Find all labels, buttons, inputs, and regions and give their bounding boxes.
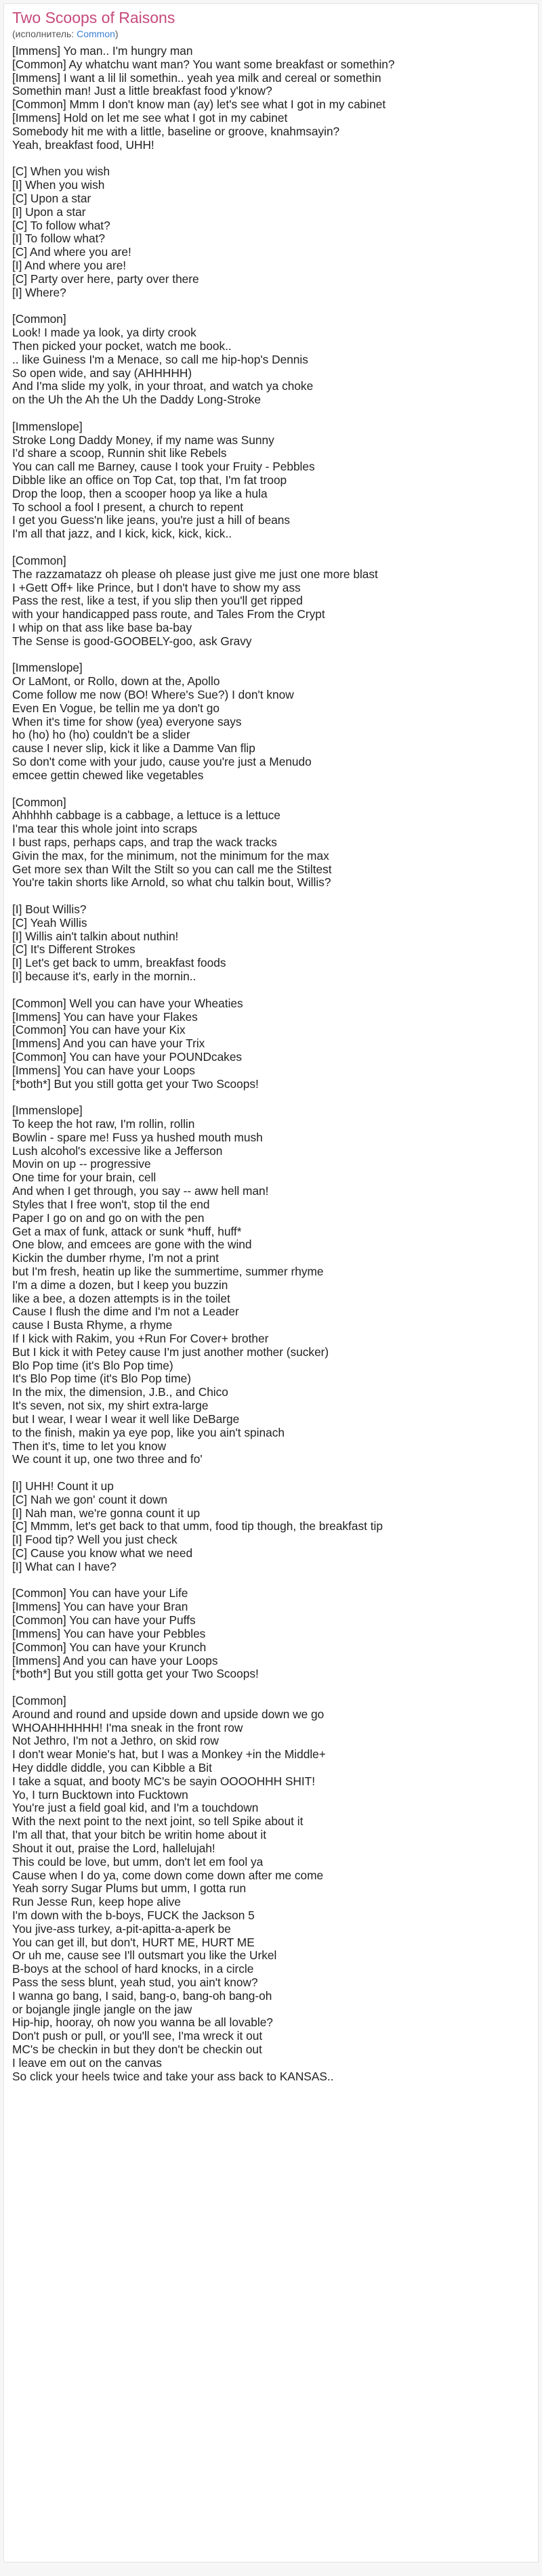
lyric-line: Dibble like an office on Top Cat, top that, I'm fat troop: [12, 474, 287, 487]
lyric-line: Movin on up -- progressive: [12, 1158, 151, 1171]
lyric-line: like a bee, a dozen attempts is in the toilet: [12, 1292, 230, 1305]
lyric-line: [Common]: [12, 795, 66, 809]
lyric-line: [Immenslope]: [12, 420, 83, 433]
stanza-break: [12, 1574, 531, 1588]
lyric-line: [I] To follow what?: [12, 232, 106, 246]
lyric-line: Lush alcohol's excessive like a Jefferson: [12, 1144, 223, 1158]
stanza-break: [12, 541, 531, 554]
lyric-line: You can get ill, but don't, HURT ME, HURT ME: [12, 1936, 255, 1949]
lyric-line: [*both*] But you still gotta get your Two Scoops!: [12, 1077, 259, 1091]
lyric-line: I wanna go bang, I said, bang-o, bang-oh bang-oh: [12, 1989, 272, 2003]
stanza-break: [12, 299, 531, 313]
lyric-line: Get more sex than Wilt the Stilt so you can call me the Stiltest: [12, 863, 332, 876]
lyric-line: I'm all that jazz, and I kick, kick, kick, kick..: [12, 527, 232, 541]
artist-suffix: ): [114, 28, 119, 39]
lyric-line: I whip on that ass like base ba-bay: [12, 621, 192, 634]
lyric-line: B-boys at the school of hard knocks, in a circle: [12, 1963, 254, 1976]
stanza-break: [12, 1091, 531, 1104]
lyric-line: I'm down with the b-boys, FUCK the Jackson 5: [12, 1908, 255, 1922]
lyric-line: ho (ho) ho (ho) couldn't be a slider: [12, 728, 190, 742]
lyric-line: [Common]: [12, 1694, 66, 1707]
lyric-line: [Common] You can have your Krunch: [12, 1640, 207, 1654]
lyric-line: [I] because it's, early in the mornin..: [12, 970, 196, 984]
lyric-line: .. like Guiness I'm a Menace, so call me hip-hop's Dennis: [12, 353, 308, 366]
lyric-line: In the mix, the dimension, J.B., and Chico: [12, 1386, 228, 1399]
lyric-line: Then it's, time to let you know: [12, 1439, 167, 1453]
lyric-line: [Immens] Hold on let me see what I got in my cabinet: [12, 112, 288, 125]
lyric-line: [Immens] I want a lil lil somethin.. yeah yea milk and cereal or somethin: [12, 71, 381, 85]
lyric-line: [C] Mmmm, let's get back to that umm, food tip though, the breakfast tip: [12, 1520, 383, 1533]
lyric-line: Hey diddle diddle, you can Kibble a Bit: [12, 1762, 212, 1774]
lyric-line: Yeah sorry Sugar Plums but umm, I gotta run: [12, 1882, 247, 1896]
stanza-break: [12, 649, 531, 662]
lyric-line: [C] Cause you know what we need: [12, 1547, 193, 1560]
lyric-line: Then picked your pocket, watch me book..: [12, 339, 232, 353]
lyric-line: This could be love, but umm, don't let em fool ya: [12, 1855, 264, 1869]
artist-prefix: (исполнитель:: [12, 28, 77, 39]
lyric-line: Styles that I free won't, stop til the end: [12, 1198, 210, 1211]
lyric-line: Drop the loop, then a scooper hoop ya like a hula: [12, 487, 268, 500]
lyric-line: It's seven, not six, my shirt extra-large: [12, 1399, 209, 1413]
lyric-line: or bojangle jingle jangle on the jaw: [12, 2003, 192, 2016]
lyric-line: Yeah, breakfast food, UHH!: [12, 138, 154, 152]
lyric-line: [Immens] You can have your Loops: [12, 1064, 195, 1077]
lyric-line: [Immenslope]: [12, 661, 83, 675]
lyric-line: I don't wear Monie's hat, but I was a Monkey +in the Middle+: [12, 1748, 326, 1762]
lyric-line: to the finish, makin ya eye pop, like you ain't spinach: [12, 1426, 285, 1439]
lyric-line: [C] Yeah Willis: [12, 916, 87, 930]
lyric-line: [Immens] And you can have your Loops: [12, 1654, 218, 1667]
lyric-line: The Sense is good-GOOBELY-goo, ask Gravy: [12, 634, 252, 648]
lyric-line: One blow, and emcees are gone with the wind: [12, 1238, 252, 1252]
lyric-line: emcee gettin chewed like vegetables: [12, 768, 204, 782]
lyric-line: WHOAHHHHHH! I'ma sneak in the front row: [12, 1721, 243, 1734]
stanza-break: [12, 890, 531, 903]
lyric-line: [*both*] But you still gotta get your Two Scoops!: [12, 1667, 259, 1681]
artist-line: [12, 28, 531, 39]
lyric-line: With the next point to the next joint, so tell Spike about it: [12, 1815, 304, 1829]
lyric-line: Bowlin - spare me! Fuss ya hushed mouth mush: [12, 1131, 263, 1144]
lyric-line: I'd share a scoop, Runnin shit like Rebels: [12, 447, 227, 460]
stanza-break: [12, 1681, 531, 1695]
lyric-line: Blo Pop time (it's Blo Pop time): [12, 1359, 173, 1372]
lyric-line: [I] Upon a star: [12, 205, 86, 219]
lyric-line: [I] What can I have?: [12, 1560, 117, 1573]
lyric-line: Around and round and upside down and upside down we go: [12, 1707, 325, 1721]
lyric-line: [Common] You can have your Life: [12, 1587, 188, 1600]
lyric-line: We count it up, one two three and fo': [12, 1453, 203, 1466]
lyric-line: To school a fool I present, a church to repent: [12, 500, 244, 514]
lyric-line: I get you Guess'n like jeans, you're just a hill of beans: [12, 514, 291, 527]
lyric-line: [I] UHH! Count it up: [12, 1479, 114, 1493]
lyric-line: [C] It's Different Strokes: [12, 943, 136, 957]
lyric-line: So click your heels twice and take your ass back to KANSAS..: [12, 2070, 334, 2083]
lyric-line: But I kick it with Petey cause I'm just another mother (sucker): [12, 1345, 329, 1359]
lyric-line: You can call me Barney, cause I took your Fruity - Pebbles: [12, 460, 315, 474]
lyrics-body: [12, 45, 531, 2084]
lyric-line: Not Jethro, I'm not a Jethro, on skid row: [12, 1734, 219, 1748]
artist-link[interactable]: Common: [77, 28, 115, 39]
lyric-line: [Immens] You can have your Flakes: [12, 1010, 198, 1024]
lyric-line: [C] Party over here, party over there: [12, 272, 199, 286]
lyric-line: on the Uh the Ah the Uh the Daddy Long-Stroke: [12, 393, 261, 407]
lyric-line: Run Jesse Run, keep hope alive: [12, 1896, 181, 1909]
lyric-line: It's Blo Pop time (it's Blo Pop time): [12, 1372, 191, 1386]
song-title: Two Scoops of Raisons: [12, 9, 175, 26]
lyric-line: [C] To follow what?: [12, 219, 110, 232]
lyric-line: You jive-ass turkey, a-pit-apitta-a-aperk be: [12, 1922, 231, 1936]
lyric-line: [I] Nah man, we're gonna count it up: [12, 1506, 201, 1520]
lyric-line: [Common] Ay whatchu want man? You want some breakfast or somethin?: [12, 58, 395, 71]
lyric-line: Kickin the dumber rhyme, I'm not a print: [12, 1252, 219, 1265]
lyric-line: And when I get through, you say -- aww hell man!: [12, 1185, 269, 1198]
lyric-line: To keep the hot raw, I'm rollin, rollin: [12, 1118, 195, 1131]
lyric-line: [Common] You can have your Puffs: [12, 1614, 196, 1628]
lyric-line: Stroke Long Daddy Money, if my name was Sunny: [12, 433, 274, 447]
lyric-line: [I] Willis ain't talkin about nuthin!: [12, 930, 179, 943]
lyric-line: [Immens] Yo man.. I'm hungry man: [12, 45, 193, 58]
lyric-line: When it's time for show (yea) everyone says: [12, 715, 242, 728]
lyric-line: cause I never slip, kick it like a Damme Van flip: [12, 742, 255, 756]
lyric-line: Pass the sess blunt, yeah stud, you ain't know?: [12, 1976, 258, 1989]
lyric-line: The razzamatazz oh please oh please just give me just one more blast: [12, 567, 378, 581]
lyric-line: [C] Nah we gon' count it down: [12, 1493, 168, 1506]
lyric-line: I bust raps, perhaps caps, and trap the wack tracks: [12, 835, 277, 849]
stanza-break: [12, 152, 531, 166]
lyric-line: I take a squat, and booty MC's be sayin OOOOHHH SHIT!: [12, 1774, 316, 1788]
lyric-line: Pass the rest, like a test, if you slip then you'll get ripped: [12, 594, 303, 608]
lyric-line: Or LaMont, or Rollo, down at the, Apollo: [12, 675, 220, 689]
lyric-line: Or uh me, cause see I'll outsmart you like the Urkel: [12, 1949, 277, 1963]
lyric-line: Don't push or pull, or you'll see, I'ma wreck it out: [12, 2030, 263, 2043]
lyric-line: So don't come with your judo, cause you're just a Menudo: [12, 756, 312, 769]
lyric-line: [I] Let's get back to umm, breakfast foods: [12, 957, 226, 970]
lyric-line: [Common] Well you can have your Wheaties: [12, 997, 243, 1010]
lyric-line: Get a max of funk, attack or sunk *huff, huff*: [12, 1225, 242, 1238]
lyric-line: You're just a field goal kid, and I'm a touchdown: [12, 1802, 259, 1815]
lyric-line: [Immens] You can have your Bran: [12, 1600, 188, 1614]
lyric-line: I'm all that, that your bitch be writin home about it: [12, 1829, 267, 1842]
lyric-line: And I'ma slide my yolk, in your throat, and watch ya choke: [12, 380, 314, 393]
lyric-line: [Immens] And you can have your Trix: [12, 1037, 205, 1051]
lyric-line: [I] Where?: [12, 286, 66, 299]
lyric-line: Even En Vogue, be tellin me ya don't go: [12, 701, 220, 715]
lyric-line: I'ma tear this whole joint into scraps: [12, 823, 198, 836]
lyric-line: [C] Upon a star: [12, 192, 91, 205]
lyric-line: Givin the max, for the minimum, not the minimum for the max: [12, 849, 329, 863]
lyrics-page: [3, 3, 539, 2562]
lyric-line: [I] Bout Willis?: [12, 903, 87, 916]
lyric-line: You're takin shorts like Arnold, so what chu talkin bout, Willis?: [12, 876, 331, 890]
lyric-line: [Immenslope]: [12, 1104, 83, 1118]
lyric-line: with your handicapped pass route, and Tales From the Crypt: [12, 608, 325, 621]
lyric-line: [I] When you wish: [12, 179, 105, 192]
lyric-line: Ahhhhh cabbage is a cabbage, a lettuce is a lettuce: [12, 809, 280, 823]
stanza-break: [12, 407, 531, 420]
lyric-line: One time for your brain, cell: [12, 1171, 157, 1185]
lyric-line: [I] And where you are!: [12, 259, 127, 272]
lyric-line: [Common]: [12, 313, 66, 326]
lyric-line: Paper I go on and go on with the pen: [12, 1211, 205, 1225]
lyric-line: [Common]: [12, 554, 66, 567]
lyric-line: [C] And where you are!: [12, 246, 131, 259]
lyric-line: [C] When you wish: [12, 165, 110, 179]
lyric-line: If I kick with Rakim, you +Run For Cover+ brother: [12, 1332, 269, 1345]
lyric-line: Hip-hip, hooray, oh now you wanna be all lovable?: [12, 2016, 273, 2030]
stanza-break: [12, 783, 531, 796]
lyric-line: Cause I flush the dime and I'm not a Leader: [12, 1305, 239, 1319]
lyric-line: I +Gett Off+ like Prince, but I don't have to show my ass: [12, 581, 301, 594]
lyric-line: I leave em out on the canvas: [12, 2056, 162, 2070]
lyric-line: Yo, I turn Bucktown into Fucktown: [12, 1788, 188, 1802]
lyric-line: but I wear, I wear I wear it well like DeBarge: [12, 1412, 240, 1426]
lyric-line: I'm a dime a dozen, but I keep you buzzin: [12, 1278, 228, 1292]
lyric-line: Somebody hit me with a little, baseline or groove, knahmsayin?: [12, 125, 340, 138]
lyric-line: [Common] You can have your POUNDcakes: [12, 1050, 243, 1064]
lyric-line: Somethin man! Just a little breakfast food y'know?: [12, 85, 272, 98]
lyric-line: cause I Busta Rhyme, a rhyme: [12, 1319, 173, 1332]
lyric-line: [Immens] You can have your Pebbles: [12, 1627, 206, 1640]
stanza-break: [12, 984, 531, 997]
lyric-line: Shout it out, praise the Lord, hallelujah!: [12, 1841, 215, 1855]
lyric-line: Come follow me now (BO! Where's Sue?) I don't know: [12, 689, 294, 701]
lyric-line: Look! I made ya look, ya dirty crook: [12, 326, 196, 340]
lyric-line: MC's be checkin in but they don't be checkin out: [12, 2043, 262, 2057]
lyric-line: So open wide, and say (AHHHHH): [12, 366, 192, 380]
lyric-line: [Common] You can have your Kix: [12, 1024, 186, 1037]
stanza-break: [12, 1466, 531, 1480]
lyric-line: [I] Food tip? Well you just check: [12, 1533, 178, 1547]
lyric-line: but I'm fresh, heatin up like the summertime, summer rhyme: [12, 1265, 324, 1278]
lyric-line: Cause when I do ya, come down come down after me come: [12, 1869, 324, 1882]
lyric-line: [Common] Mmm I don't know man (ay) let's see what I got in my cabinet: [12, 98, 386, 112]
